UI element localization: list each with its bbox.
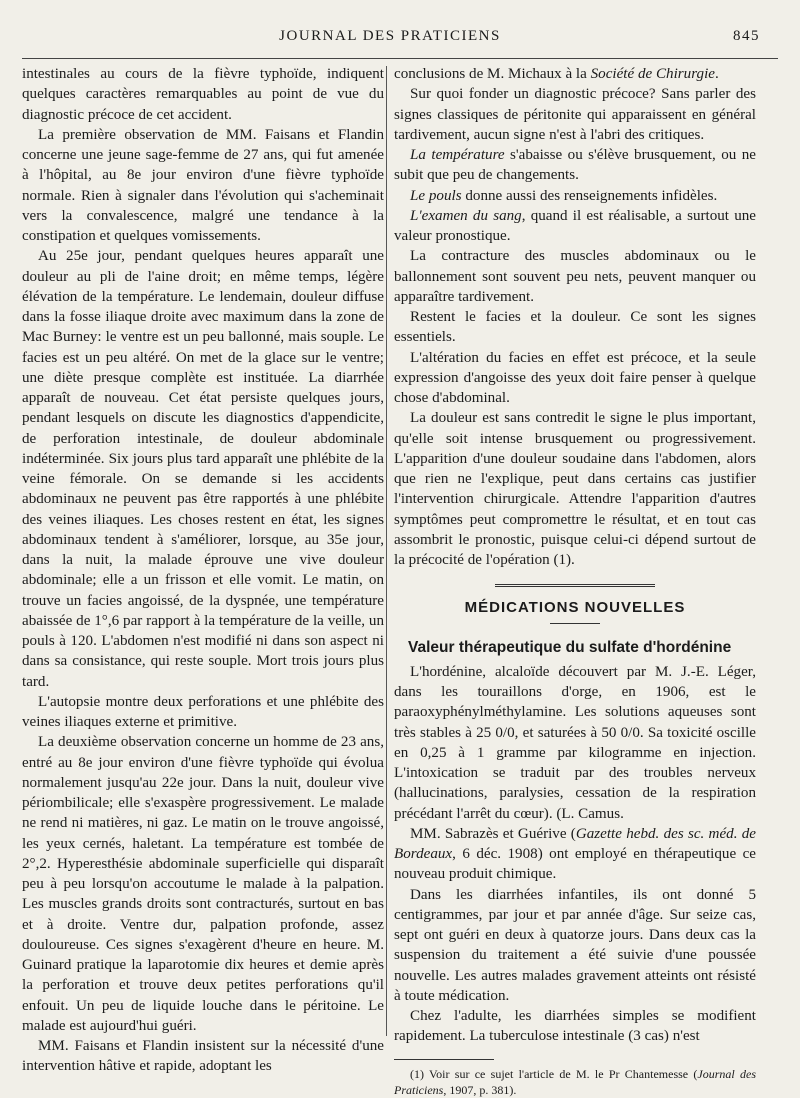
- emphasis: La température: [410, 147, 505, 163]
- section-separator: [495, 584, 655, 588]
- header-rule: [22, 58, 778, 59]
- paragraph: Sur quoi fonder un diagnostic précoce? Sans parler des signes classiques de péritonite qui apparaissent en général tardivement, aucun signe n'est à l'abri des critiques.: [394, 86, 756, 143]
- section-title: MÉDICATIONS NOUVELLES: [464, 599, 686, 617]
- paragraph: Restent le facies et la douleur. Ce sont les signes essentiels.: [394, 309, 756, 346]
- page-number: 845: [733, 28, 760, 44]
- paragraph: Au 25e jour, pendant quelques heures apparaît une douleur au pli de l'aine droit; en même temps, légère élévation de la température. Le lendemain, douleur diffuse dans la fosse iliaque droite avec maximum dans la zone de Mac Burney: le ventre est un peu ballonné, mais souple. Le facies est un peu altéré. On met de la glace sur le ventre; une diète presque complète est instituée. La diarrhée apparaît de nouveau. Cet état persiste quelques jours, pendant lesquels on discute les diagnostics d'appendicite, de perforation intestinale, de douleur abdominale indéterminée. Six jours plus tard apparaît une phlébite de la veine fémorale. On se demande si les accidents abdominaux ne peuvent pas être rapportés à une phlébite des veines iliaques. Les choses restent en état, les signes abdominaux tendent à s'améliorer, lorsque, au 35e jour, dans la nuit, la malade éprouve une vive douleur abdominale; elle a un frisson et elle vomit. Le matin, on trouve un facies angoissé, de la dyspnée, une température abaissée de 1°,6 par rapport à la température de la veille, un pouls à 120. L'abdomen n'est modifié ni dans son aspect ni dans sa consistance, qui reste souple. Mort trois jours plus tard.: [22, 248, 384, 690]
- paragraph: [394, 186, 756, 206]
- paragraph: La deuxième observation concerne un homme de 23 ans, entré au 8e jour environ d'une fièvre typhoïde qui évolua normalement jusqu'au 22e jour. Dans la nuit, douleur vive périombilicale; elle s'exaspère progressivement. Le malade ne rend ni matières, ni gaz. Le matin on le trouve angoissé, les yeux cernés, haletant. La température est tombée de 2°,2. Hyperesthésie abdominale superficielle qui disparaît peu à peu lorsqu'on accoutume le malade à la palpation. Les muscles grands droits sont contracturés, surtout en bas et à droite. Ventre dur, palpation profonde, assez douloureuse. Ces signes s'exagèrent d'heure en heure. M. Guinard pratique la laparotomie dix heures et demie après la perforation et trouve deux petites perforations qu'il enfouit. Un peu de liquide louche dans le péritoine. Le malade est aujourd'hui guéri.: [22, 734, 384, 1034]
- paragraph: L'autopsie montre deux perforations et une phlébite des veines iliaques externe et primitive.: [22, 693, 384, 730]
- journal-title: JOURNAL DES PRATICIENS: [279, 28, 501, 44]
- text: MM. Sabrazès et Guérive (: [410, 825, 576, 842]
- text: donne aussi des renseignements infidèles.: [461, 187, 718, 204]
- paragraph: La première observation de MM. Faisans et Flandin concerne une jeune sage-femme de 27 ans, qui fut amenée à l'hôpital, au 8e jour environ d'une fièvre typhoïde normale. Rien à signaler dans l'évolution qui s'acheminait vers la convalescence, malgré une tendance à la constipation et quelques vomissements.: [22, 126, 384, 244]
- right-column: [394, 64, 756, 1098]
- society-name: Société de Chirurgie: [590, 66, 715, 82]
- emphasis: L'examen du sang: [410, 207, 522, 224]
- text: (1) Voir sur ce sujet l'article de M. le Pr Chantemesse (: [410, 1066, 698, 1081]
- text: , 6 déc. 1908) ont employé en thérapeutique ce nouveau produit chimique.: [394, 846, 756, 883]
- paragraph: [394, 824, 756, 885]
- text: .: [714, 66, 719, 82]
- title-underline: [550, 623, 600, 624]
- paragraph: L'altération du facies en effet est précoce, et la seule expression d'angoisse des yeux doit faire penser à quelque chose d'abdominal.: [394, 349, 756, 406]
- paragraph: La douleur est sans contredit le signe le plus important, qu'elle soit intense brusquement ou progressivement. L'apparition d'une douleur soudaine dans l'abdomen, alors que rien ne l'explique, peut dans certains cas justifier l'intervention chirurgicale. Attendre l'apparition d'autres symptômes peut compromettre le résultat, et en tout cas assombrit le pronostic, puisque celui-ci dépend surtout de la précocité de l'opération (1).: [394, 410, 756, 568]
- journal-citation: Journal des Praticiens: [394, 1066, 756, 1097]
- paragraph: [394, 145, 756, 186]
- emphasis: Le pouls: [410, 187, 462, 204]
- paragraph: La contracture des muscles abdominaux ou le ballonnement sont souvent peu nets, peuvent manquer ou apparaître tardivement.: [394, 248, 756, 305]
- text: s'abaisse ou s'élève brusquement, ou ne subit que peu de changements.: [394, 147, 756, 184]
- text: , 1907, p. 381).: [443, 1082, 517, 1097]
- journal-citation: Gazette hebd. des sc. méd. de Bordeaux: [394, 825, 756, 862]
- column-divider: [386, 66, 387, 1036]
- paragraph: intestinales au cours de la fièvre typhoïde, indiquent quelques caractères remarquables au point de vue du diagnostic précoce de cet accident.: [22, 66, 384, 123]
- paragraph: Dans les diarrhées infantiles, ils ont donné 5 centigrammes, par jour et par année d'âge. Sur seize cas, sept ont guéri en deux à quatorze jours. Dans deux cas la suspension du traitement a été suivie d'une poussée nouvelle. Les autres malades gravement atteints ont résisté à toute médication.: [394, 886, 756, 1004]
- paragraph: L'hordénine, alcaloïde découvert par M. J.-E. Léger, dans les touraillons d'orge, en 1906, est le paraoxyphénylméthylamine. Les solutions aqueuses sont très stables à 25 0/0, et saturées à 50 0/0. Sa toxicité oscille en 0,25 à 1 gramme par kilogramme en injection. L'intoxication se traduit par des troubles nerveux (hallucinations, paralysies, cessation de la respiration précédant l'arrêt du cœur). (L. Camus.: [394, 663, 756, 822]
- paragraph: Chez l'adulte, les diarrhées simples se modifient rapidement. La tuberculose intestinale (3 cas) n'est: [394, 1008, 756, 1045]
- left-column: [22, 64, 384, 1077]
- paragraph: MM. Faisans et Flandin insistent sur la nécessité d'une intervention hâtive et rapide, adoptant les: [22, 1038, 384, 1075]
- page-header: [20, 28, 760, 50]
- text: , quand il est réalisable, a surtout une valeur pronostique.: [394, 207, 756, 244]
- paragraph: [394, 206, 756, 247]
- paragraph: [394, 64, 756, 84]
- footnote: [394, 1066, 756, 1098]
- footnote-rule: [394, 1059, 494, 1060]
- article-title: Valeur thérapeutique du sulfate d'hordénine: [408, 638, 732, 656]
- text: conclusions de M. Michaux à la: [394, 66, 591, 82]
